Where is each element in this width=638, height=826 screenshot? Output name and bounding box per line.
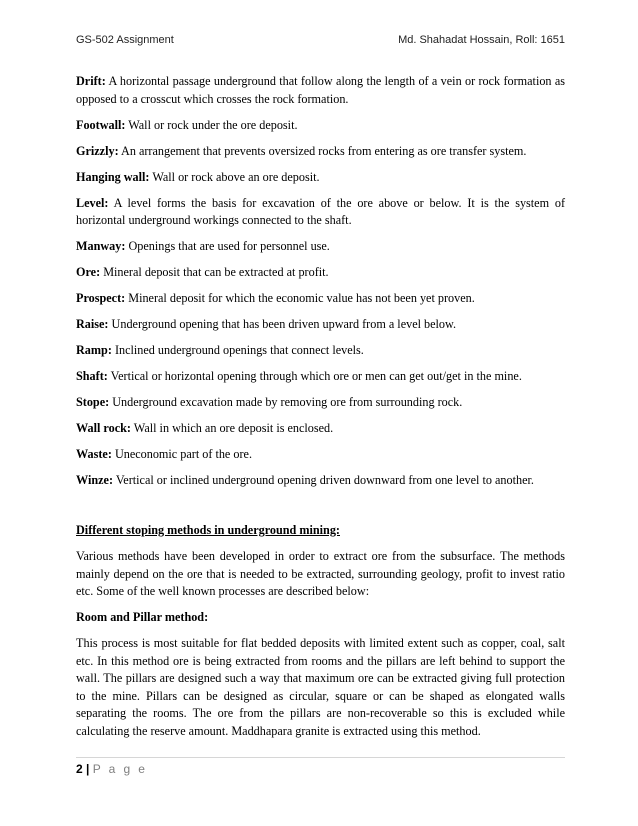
page-footer bbox=[76, 762, 147, 776]
page-label: P a g e bbox=[92, 762, 148, 776]
definition-text: Mineral deposit that can be extracted at profit. bbox=[103, 265, 329, 279]
definition-term: Raise: bbox=[76, 317, 109, 331]
definition-text: Wall or rock above an ore deposit. bbox=[152, 169, 320, 184]
definition-ramp bbox=[76, 342, 565, 360]
definition-winze bbox=[76, 472, 565, 490]
header-course: GS-502 Assignment bbox=[76, 34, 174, 46]
section-spacer bbox=[76, 498, 565, 522]
footer-divider bbox=[76, 757, 565, 758]
definition-drift bbox=[76, 73, 565, 108]
definition-grizzly bbox=[76, 143, 565, 161]
definition-term: Waste: bbox=[76, 447, 112, 461]
definition-raise bbox=[76, 316, 565, 334]
definition-term: Prospect: bbox=[76, 291, 126, 305]
definition-text: Uneconomic part of the ore. bbox=[114, 447, 252, 461]
definition-text: A level forms the basis for excavation of the ore above or below. It is the system of horizontal underground workings connected to the shaft. bbox=[76, 195, 565, 227]
definition-term: Hanging wall: bbox=[76, 169, 150, 184]
page-content bbox=[76, 73, 565, 749]
definition-term: Manway: bbox=[76, 239, 126, 253]
subheading-room-and-pillar: Room and Pillar method: bbox=[76, 610, 209, 624]
definition-text: Wall or rock under the ore deposit. bbox=[128, 117, 298, 132]
definition-text: Mineral deposit for which the economic value has not been yet proven. bbox=[128, 291, 475, 305]
definition-level bbox=[76, 195, 565, 230]
definition-term: Footwall: bbox=[76, 117, 126, 132]
definition-text: Inclined underground openings that connect levels. bbox=[114, 343, 364, 357]
definition-text: Wall in which an ore deposit is enclosed. bbox=[133, 421, 334, 435]
definition-text: A horizontal passage underground that follow along the length of a vein or rock formation as opposed to a crosscut which crosses the rock formation. bbox=[76, 74, 566, 106]
section-heading: Different stoping methods in underground mining: bbox=[76, 523, 340, 537]
definition-text: Openings that are used for personnel use. bbox=[128, 239, 330, 253]
footer-separator: | bbox=[86, 762, 90, 776]
definition-hanging-wall bbox=[76, 169, 565, 187]
definition-text: Vertical or inclined underground opening driven downward from one level to another. bbox=[115, 473, 534, 487]
definition-text: Underground opening that has been driven upward from a level below. bbox=[111, 317, 457, 331]
definition-text: Vertical or horizontal opening through which ore or men can get out/get in the mine. bbox=[110, 369, 522, 383]
definition-text: Underground excavation made by removing ore from surrounding rock. bbox=[112, 395, 463, 409]
definition-waste bbox=[76, 446, 565, 464]
definition-stope bbox=[76, 394, 565, 412]
definition-term: Wall rock: bbox=[76, 421, 131, 435]
definition-term: Level: bbox=[76, 195, 109, 210]
definition-ore bbox=[76, 264, 565, 282]
definition-term: Ramp: bbox=[76, 343, 112, 357]
definition-term: Grizzly: bbox=[76, 143, 119, 158]
definition-prospect bbox=[76, 290, 565, 308]
definition-term: Ore: bbox=[76, 265, 101, 279]
definition-text: An arrangement that prevents oversized rocks from entering as ore transfer system. bbox=[121, 143, 527, 158]
definition-term: Drift: bbox=[76, 74, 106, 88]
definition-wall-rock bbox=[76, 420, 565, 438]
definition-term: Shaft: bbox=[76, 369, 108, 383]
definition-manway bbox=[76, 238, 565, 256]
definition-term: Stope: bbox=[76, 395, 110, 409]
definition-footwall bbox=[76, 117, 565, 135]
section-intro: Various methods have been developed in order to extract ore from the subsurface. The methods mainly depend on the ore that is needed to be extracted, surrounding geology, profit to invest ratio etc. Some of the well known processes are described below: bbox=[76, 549, 565, 598]
room-and-pillar-body: This process is most suitable for flat bedded deposits with limited extent such as copper, coal, salt etc. In this method ore is being extracted from rooms and the pillars are left behind to support the wall. The pillars are designed such a way that maximum ore can be extracted giving full protection to the mine. Pillars can be designed as circular, square or can be shaped as elongated walls separating the rooms. The ore from the pillars are non-recoverable so this is excluded while calculating the reserve amount. Maddhapara granite is extracted using this method. bbox=[76, 636, 565, 738]
header-author: Md. Shahadat Hossain, Roll: 1651 bbox=[398, 34, 565, 46]
definition-term: Winze: bbox=[76, 473, 114, 487]
page-number: 2 bbox=[76, 762, 83, 776]
definition-shaft bbox=[76, 368, 565, 386]
